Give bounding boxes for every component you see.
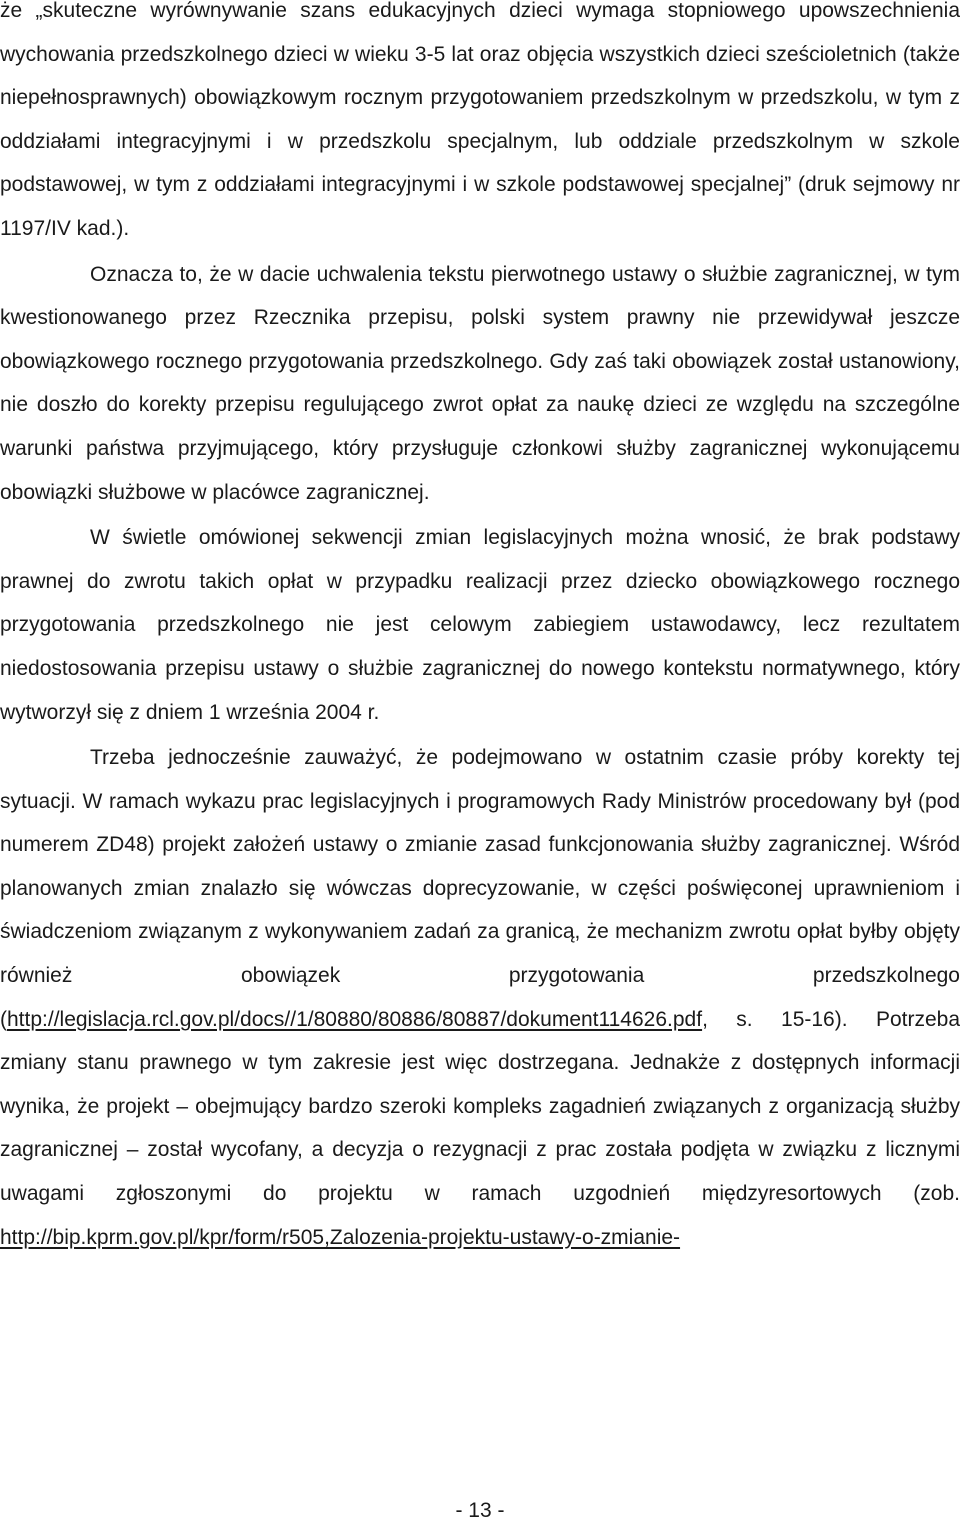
paragraph-4-text-b: , s. 15-16). Potrzeba zmiany stanu prawnego w tym zakresie jest więc dostrzegana. Jednakże z dostępnych informacji wynika, że projekt – obejmujący bardzo szeroki kompleks zagadnień związanych z organizacją służby zagranicznej – został wycofany, a decyzja o rezygnacji z prac została podjęta w związku z licznymi uwagami zgłoszonymi do projektu w ramach uzgodnień międzyresortowych (zob.	[0, 1007, 960, 1206]
bip-kprm-link[interactable]: http://bip.kprm.gov.pl/kpr/form/r505,Zalozenia-projektu-ustawy-o-zmianie-	[0, 1225, 681, 1249]
paragraph-2: Oznacza to, że w dacie uchwalenia tekstu pierwotnego ustawy o służbie zagranicznej, w tym kwestionowanego przez Rzecznika przepisu, polski system prawny nie przewidywał jeszcze obowiązkowego rocznego przygotowania przedszkolnego. Gdy zaś taki obowiązek został ustanowiony, nie doszło do korekty przepisu regulującego zwrot opłat za naukę dzieci ze względu na szczególne warunki państwa przyjmującego, który przysługuje członkowi służby zagranicznej wykonującemu obowiązki służbowe w placówce zagranicznej.	[0, 262, 960, 504]
page-number: - 13 -	[455, 1499, 505, 1522]
paragraph-1: że „skuteczne wyrównywanie szans edukacyjnych dzieci wymaga stopniowego upowszechnienia wychowania przedszkolnego dzieci w wieku 3-5 lat oraz objęcia wszystkich dzieci sześcioletnich (także niepełnosprawnych) obowiązkowym rocznym przygotowaniem przedszkolnym w przedszkolu, w tym z oddziałami integracyjnymi i w przedszkolu specjalnym, lub oddziale przedszkolnym w szkole podstawowej, w tym z oddziałami integracyjnymi i w szkole podstawowej specjalnej” (druk sejmowy nr 1197/IV kad.).	[0, 0, 960, 240]
paragraph-3: W świetle omówionej sekwencji zmian legislacyjnych można wnosić, że brak podstawy prawnej do zwrotu takich opłat w przypadku realizacji przez dziecko obowiązkowego rocznego przygotowania przedszkolnego nie jest celowym zabiegiem ustawodawcy, lecz rezultatem niedostosowania przepisu ustawy o służbie zagranicznej do nowego kontekstu normatywnego, który wytworzył się z dniem 1 września 2004 r.	[0, 526, 960, 724]
legislacja-link[interactable]: http://legislacja.rcl.gov.pl/docs//1/80880/80886/80887/dokument114626.pdf	[7, 1007, 703, 1031]
paragraph-4-text-a: Trzeba jednocześnie zauważyć, że podejmowano w ostatnim czasie próby korekty tej sytuacji. W ramach wykazu prac legislacyjnych i programowych Rady Ministrów procedowany był (pod numerem ZD48) projekt założeń ustawy o zmianie zasad funkcjonowania służby zagranicznej. Wśród planowanych zmian znalazło się wówczas doprecyzowanie, w części poświęconej uprawnieniom i świadczeniom związanym z wykonywaniem zadań za granicą, że mechanizm zwrotu opłat byłby objęty również obowiązek przygotowania przedszkolnego (	[0, 746, 960, 1031]
paragraph-4	[0, 736, 960, 1259]
